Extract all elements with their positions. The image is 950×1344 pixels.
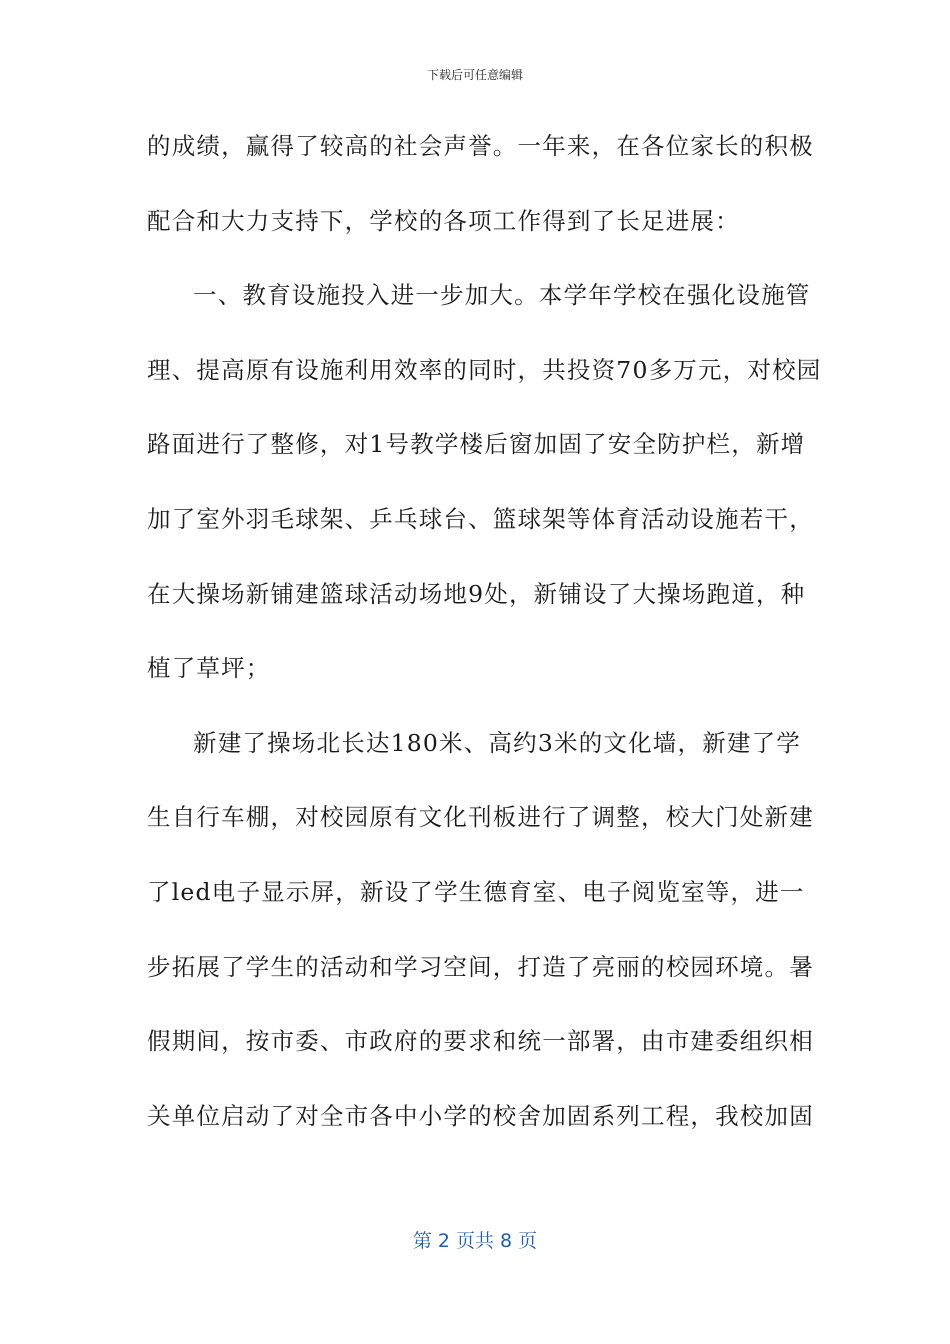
text-line: 一、教育设施投入进一步加大。本学年学校在强化设施管: [193, 281, 811, 310]
text-line: 的成绩，赢得了较高的社会声誉。一年来，在各位家长的积极: [147, 132, 814, 160]
text-line: 了led电子显示屏，新设了学生德育室、电子阅览室等，进一: [147, 877, 805, 906]
page-number-label: 第 2 页共 8 页: [412, 1230, 538, 1252]
text-line: 路面进行了整修，对1号教学楼后窗加固了安全防护栏，新增: [147, 430, 806, 459]
text-line: 植了草坪；: [147, 654, 271, 683]
text-line: 假期间，按市委、市政府的要求和统一部署，由市建委组织相: [147, 1027, 814, 1056]
text-line: 在大操场新铺建篮球活动场地9处，新铺设了大操场跑道，种: [147, 579, 806, 608]
text-line: 加了室外羽毛球架、乒乓球台、篮球架等体育活动设施若干，: [147, 504, 814, 533]
text-line: 生自行车棚，对校园原有文化刊板进行了调整，校大门处新建: [147, 803, 814, 832]
page-header-note: 下载后可任意编辑: [426, 68, 523, 82]
text-line: 理、提高原有设施利用效率的同时，共投资70多万元，对校园: [147, 355, 822, 384]
text-line: 配合和大力支持下，学校的各项工作得到了长足进展：: [147, 206, 740, 235]
text-line: 新建了操场北长达180米、高约3米的文化墙，新建了学: [193, 728, 802, 757]
document-body: [147, 127, 822, 1171]
text-line: 步拓展了学生的活动和学习空间，打造了亮丽的校园环境。暑: [147, 952, 814, 981]
page-footer: [0, 1226, 950, 1253]
text-line: 关单位启动了对全市各中小学的校舍加固系列工程，我校加固: [147, 1101, 814, 1130]
